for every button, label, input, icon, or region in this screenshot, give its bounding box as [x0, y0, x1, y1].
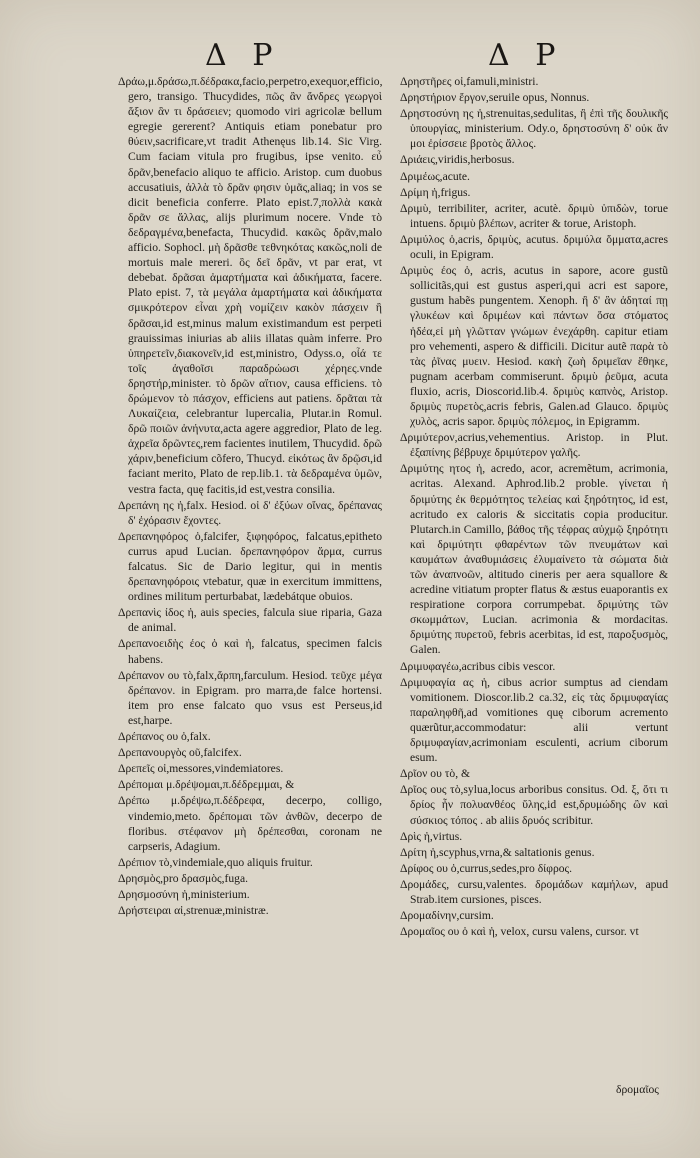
entry-drepanoeides: Δρεπανοειδὴς έος ὁ καὶ ἡ, falcatus, specimen falcis habens.: [118, 637, 382, 666]
entry-drepanephoros: Δρεπανηφόρος ὁ,falcifer, ξιφηφόρος, falcatus,epitheto currus apud Lucian. δρεπανηφόρον ἅρμα, currus falcatus. Sic de Dario legitur, qui in mentis δρεπανηφόροις vtebatur, quæ in exercitum immittens, ordines militum perturbabat, lædebátque obuios.: [118, 529, 382, 604]
entry-driaeis: Δριάεις,viridis,herbosus.: [400, 153, 515, 167]
right-column: [400, 74, 668, 940]
entry-drepomai: Δρέπομαι μ.δρέψομαι,π.δέδρεμμαι, &: [118, 778, 295, 792]
entry-dris: Δρὶς ἡ,virtus.: [400, 829, 463, 843]
entry-dresmosyne: Δρησμοσύνη ἡ,ministerium.: [118, 887, 250, 901]
entry-drestosyne: Δρηστοσύνη ης ἡ,strenuitas,sedulitas, ἢ ἐπὶ τῆς δουλικῆς ὑπουργίας, ministerium. Ody.o, δρηστοσύνη δ' οὐκ ἄν μοι ἐρίσσειε βροτὸς ἄλλος.: [400, 107, 668, 151]
entry-drion: Δρῖον ου τὸ, &: [400, 767, 471, 781]
entry-dresmos: Δρησμὸς,pro δρασμὸς,fuga.: [118, 871, 248, 885]
entry-drime: Δρίμη ἡ,frigus.: [400, 185, 471, 199]
entry-dromaios: Δρομαῖος ου ὁ καὶ ἡ, velox, cursu valens, cursor. vt: [400, 925, 639, 939]
entry-drao: Δράω,μ.δράσω,π.δέδρακα,facio,perpetro,exequor,efficio, gero, transigo. Thucydides, πῶς ἂν ἄνδρες γεωργοὶ ἄξιον ἂν τι δράσειεν; quomodo viri agricolæ bellum egregie gererent? Antiquis etiam ponebatur pro θύειν,sacrificare,vt tradit Athenęus lib.14. Sic Virg. Cum faciam vitula pro frugibus, ipse venito. εὖ δρᾶν,benefacio aliquo te afficio. Aristop. cum duobus accusatiuis, ἀλλὰ τὸ δρᾶν φησιν ὑμᾶς,aliaq; in vos se dicit beneficia conferre. Plato epist.7,πολλὰ κακὰ δρᾶν σε ἄλλας, alijs plurimum nocere. Vnde τὸ δεδραγμένα,benefacta, Thucydid. κακῶς δρᾶν,malo afficio. Sophocl. μὴ δρᾶσθε τεθνηκότας κακῶς,noli de mortuis male mereri. ὃς δεῖ δρᾶν, vt par erat, vt debebat. δρᾶσαι ἁμαρτήματα καὶ ἀδικήματα, facere. Plato epist. 7, τὰ μεγάλα ἁμαρτήματα καὶ ἀδικήματα σμικρότερον εἶναι χρὴ νομίζειν κακὸν πάσχειν ἢ δρᾶσαι,id est,minus malum existimandum est perpeti grauissimas iniurias ab aliis illatas quàm inferre. Pro ὑπηρετεῖν,διακονεῖν,id est,ministro, Odyss.o, οἷά τε τοῖς ἀγαθοῖσι παραδρώωσι χέρηες.vnde δρηστήρ,minister. τὸ δρῶν αἴτιον, causa efficiens. τὸ δρώμενον τὸ πάσχον, efficiens aut patiens. δρᾶται τὰ Λυκαίζεια, celebrantur lupercalia, Plutar.in Romul. δρῶ ποιῶν ἀνήνυτα,acta agere aggredior, Plato de leg. ἀχρεῖα δρῶντες,rem facientes inutilem, Thucydid. δρῶ χάριν,beneficium cõfero, Thucyd. εἰκότως ἂν δρῷσι,id faciant merito, Plato de rep.lib.1. τὰ δεδραμένα ὑμῶν, vestra facta, quę facitis,id est,vestra consilia.: [118, 75, 383, 496]
left-column: [118, 74, 382, 919]
entry-drepo: Δρέπω μ.δρέψω,π.δέδρεφα, decerpo, colligo, vindemio,meto. δρέπομαι τῶν ἀνθῶν, decerpo de floribus. στέφανον μὴ δρέπεσθαι, coronam ne carpseris, Adagium.: [118, 794, 382, 853]
entry-dresteirai: Δρήστειραι αἱ,strenuæ,ministræ.: [118, 904, 269, 918]
left-running-head: Δ Ρ: [205, 38, 281, 73]
entry-dromades: Δρομάδες, cursu,valentes. δρομάδων καμήλων, apud Strab.item cursiones, pisces.: [400, 877, 668, 906]
entry-drimyteron: Δριμύτερον,acrius,vehementius. Aristop. in Plut. ἐξαπίνης βέβρυχε δριμύτερον γαλῆς.: [400, 431, 668, 460]
entry-dresterion: Δρηστήριον ἔργον,seruile opus, Nonnus.: [400, 91, 590, 105]
entry-drite: Δρίτη ἡ,scyphus,vrna,& saltationis genus.: [400, 845, 595, 859]
entry-drios: Δρῖος ους τὸ,sylua,locus arboribus consitus. Od. ξ, ὅτι τι δρίος ἦν πολυανθέος ὕλης,id est,δρυμώδης ὢν καὶ σύσκιος τόπος . ab aliis δρυός scribitur.: [400, 783, 668, 827]
entry-drepion: Δρέπιον τὸ,vindemiale,quo aliquis fruitur.: [118, 855, 313, 869]
entry-drimylos: Δριμύλος ὁ,acris, δριμὺς, acutus. δριμύλα ὄμματα,acres oculi, in Epigram.: [400, 232, 668, 262]
entry-drimys: Δριμὺς έος ὁ, acris, acutus in sapore, acore gustũ sollicitãs,qui est gustus asperi,qui acri est sapore, gustum habẽs pungentem. Xenoph. ἢ δ' ἂν ἀδηταί πῃ γλυκέων καὶ δριμέων καὶ πάντων ὅσα στόματος ἡδέα,εἰ μὴ γλῶτταν γνώμων ἐνεχάρθη. capitur etiam pro vehementi, aspero & difficili. Dicitur autẽ παρὰ τὸ τὰς ῥῖνας μυειν. Hesiod. κακὴ ζωὴ δριμεῖαν ἔθηκε, pugnam acerbam commiserunt. δριμὺ ῥεῦμα, acuta fluxio, acris, Dioscorid.lib.4. δριμὺς καπνὸς, Aristop. δριμὺς πυρετὸς,acris febris, Galen.ad Glauco. δριμὺς χυλὸς, acris sapor. δριμὺς πόλεμος, in Epigramm.: [400, 264, 668, 429]
entry-drepeis: Δρεπεῖς οἱ,messores,vindemiatores.: [118, 762, 284, 776]
entry-drimyphagia: Δριμυφαγία ας ἡ, cibus acrior sumptus ad ciendam vomitionem. Dioscor.lib.2 ca.32, εἰς τὰς δριμυφαγίας παραληφθῆ,ad vomitiones quę ciborum acremento quærũtur,accommodatur: alii vertunt δριμυφαγίαν,acrimoniam esculenti, acrium ciborum esum.: [400, 675, 668, 765]
entry-dresteres: Δρηστῆρες οἱ,famuli,ministri.: [400, 75, 539, 88]
entry-drepane: Δρεπάνη ης ἡ,falx. Hesiod. οἱ δ' ἐξύων οἴνας, δρέπανας δ' ἐχόρασιν ἔχοντες.: [118, 498, 382, 527]
entry-dromadinen: Δρομαδίνην,cursim.: [400, 909, 494, 923]
entry-drimy: Δριμὺ, terribiliter, acriter, acutè. δριμὺ ὑπιδὼν, torue intuens. δριμὺ βλέπων, acriter & torue, Aristoph.: [400, 201, 668, 230]
entry-driphos: Δρίφος ου ὁ,currus,sedes,pro δίφρος.: [400, 861, 573, 875]
entry-drimyphageo: Δριμυφαγέω,acribus cibis vescor.: [400, 659, 556, 673]
entry-drimeos: Δριμέως,acute.: [400, 169, 470, 183]
right-running-head: Δ Ρ: [488, 38, 564, 73]
entry-drepanos: Δρέπανος ου ὁ,falx.: [118, 730, 211, 744]
entry-drimytes: Δριμύτης ητος ἡ, acredo, acor, acremẽtum, acrimonia, acritas. Alexand. Aphrod.lib.2 proble. γίνεται ἡ δριμύτης ἐκ θερμότητος τελείας καὶ ξηρότητος, id est, acritudo ex caloris & siccitatis copia producitur. Plutarch.in Camillo, βάθος τῆς τέφρας αὐχμῷ ξηρότητι καὶ δριμύτητι φθαρέντων τῶν πνευμάτων καὶ καυμάτων ἀναθυμιάσεις ἐλυμαίνετο τὰ σώματα διὰ τῶν ἀναπνοῶν, altitudo cineris per aera squallore & acredine vitiatum propter flatus & æstus euaporantis ex respiratione corpora corrumpebat. δριμύτης τῶν σκωμμάτων, Lucian. acrimonia & mordacitas. δριμύτης πυρετοῦ, febris acerbitas, id est, παροξυσμὸς, Galen.: [400, 462, 668, 657]
entry-drepanourgos: Δρεπανουργὸς οῦ,falcifex.: [118, 746, 242, 760]
entry-drepanis: Δρεπανὶς ίδος ἡ, auis species, falcula siue riparia, Gaza de animal.: [118, 606, 382, 635]
entry-drepanon: Δρέπανον ου τὸ,falx,ἅρπη,farculum. Hesiod. τεῦχε μέγα δρέπανον. in Epigram. pro marra,de falce hortensi. item pro ense falcato quo vsus est Perseus,id est,harpe.: [118, 668, 382, 727]
catchword: δρομαῖος: [616, 1083, 659, 1096]
